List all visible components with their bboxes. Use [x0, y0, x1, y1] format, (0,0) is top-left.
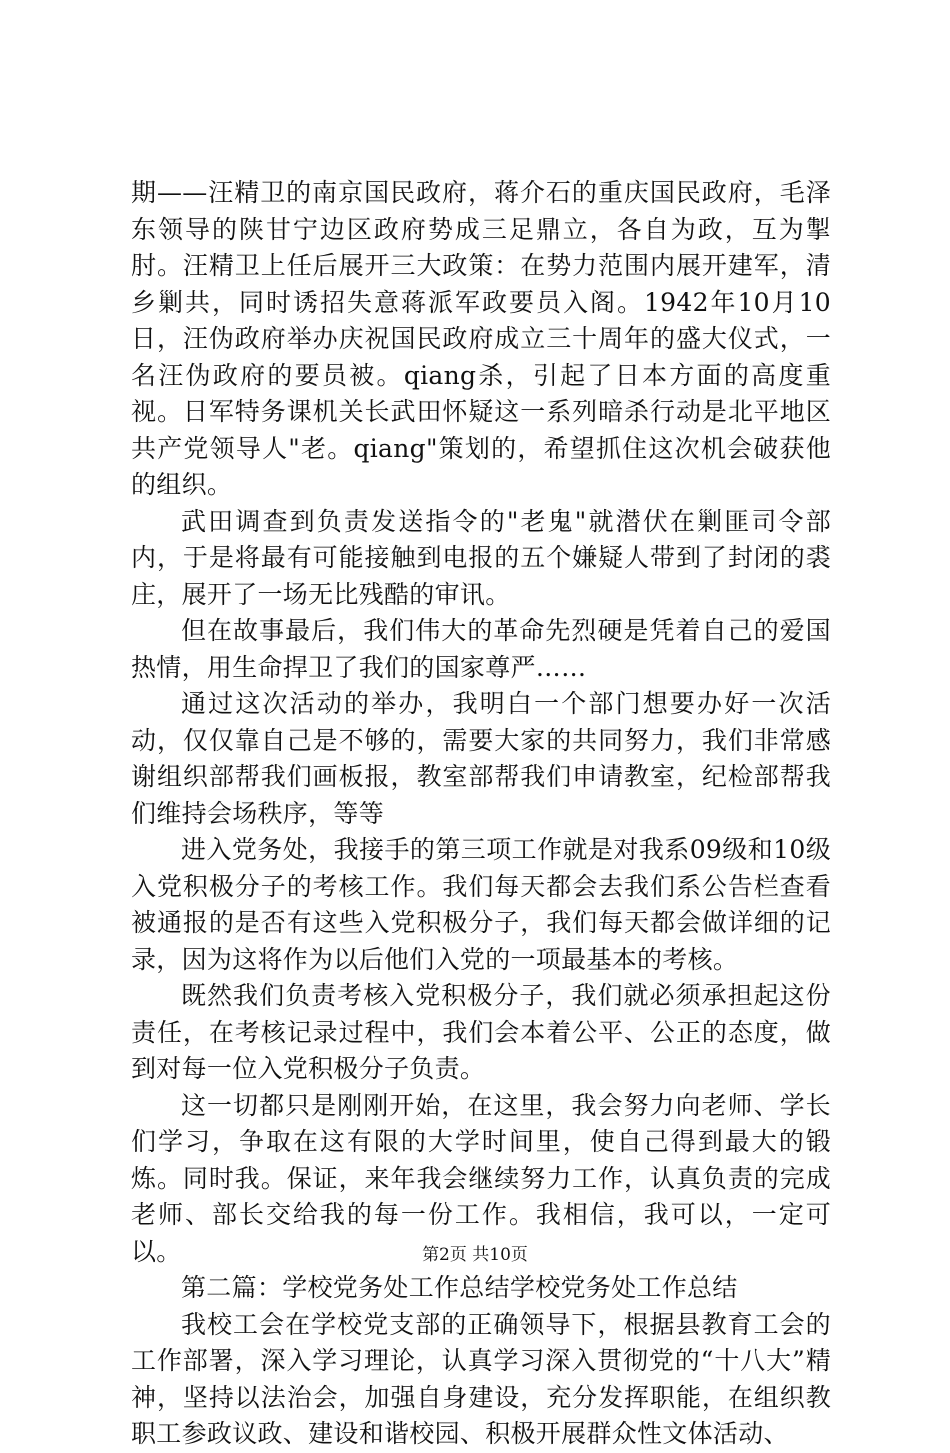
paragraph-continuation: 期——汪精卫的南京国民政府，蒋介石的重庆国民政府，毛泽东领导的陕甘宁边区政府势成三足鼎立，各自为政，互为掣肘。汪精卫上任后展开三大政策：在势力范围内展开建军，清乡剿共，同时诱招失意蒋派军政要员入阁。1942年10月10日，汪伪政府举办庆祝国民政府成立三十周年的盛大仪式，一名汪伪政府的要员被。qiang杀，引起了日本方面的高度重视。日军特务课机关长武田怀疑这一系列暗杀行动是北平地区共产党领导人"老。qiang"策划的，希望抓住这次机会破获他的组织。: [131, 178, 831, 499]
paragraph-party-affairs-work: 进入党务处，我接手的第三项工作就是对我系09级和10级入党积极分子的考核工作。我们每天都会去我们系公告栏查看被通报的是否有这些入党积极分子，我们每天都会做详细的记录，因为这将作为以后他们入党的一项最基本的考核。: [131, 835, 831, 974]
paragraph-wutian-investigation: 武田调查到负责发送指令的"老鬼"就潜伏在剿匪司令部内，于是将最有可能接触到电报的五个嫌疑人带到了封闭的裘庄，展开了一场无比残酷的审讯。: [131, 506, 831, 609]
paragraph-responsibility: 既然我们负责考核入党积极分子，我们就必须承担起这份责任，在考核记录过程中，我们会本着公平、公正的态度，做到对每一位入党积极分子负责。: [131, 981, 831, 1083]
paragraph-story-ending: 但在故事最后，我们伟大的革命先烈硬是凭着自己的爱国热情，用生命捍卫了我们的国家尊严……: [131, 616, 831, 682]
paragraph-commitment: 这一切都只是刚刚开始，在这里，我会努力向老师、学长们学习，争取在这有限的大学时间里，使自己得到最大的锻炼。同时我。保证，来年我会继续努力工作，认真负责的完成老师、部长交给我的每一份工作。我相信，我可以，一定可以。: [131, 1090, 831, 1266]
paragraph-union-work: 我校工会在学校党支部的正确领导下，根据县教育工会的工作部署，深入学习理论，认真学习深入贯彻党的“十八大”精神，坚持以法治会，加强自身建设，充分发挥职能，在组织教职工参政议政、建设和谐校园、积极开展群众性文体活动、: [131, 1309, 831, 1448]
page-footer: 第2页 共10页: [422, 1245, 528, 1265]
section-heading: 第二篇：学校党务处工作总结学校党务处工作总结: [181, 1273, 738, 1302]
paragraph-activity-reflection: 通过这次活动的举办，我明白一个部门想要办好一次活动，仅仅靠自己是不够的，需要大家的共同努力，我们非常感谢组织部帮我们画板报，教室部帮我们申请教室，纪检部帮我们维持会场秩序，等等: [131, 689, 831, 828]
